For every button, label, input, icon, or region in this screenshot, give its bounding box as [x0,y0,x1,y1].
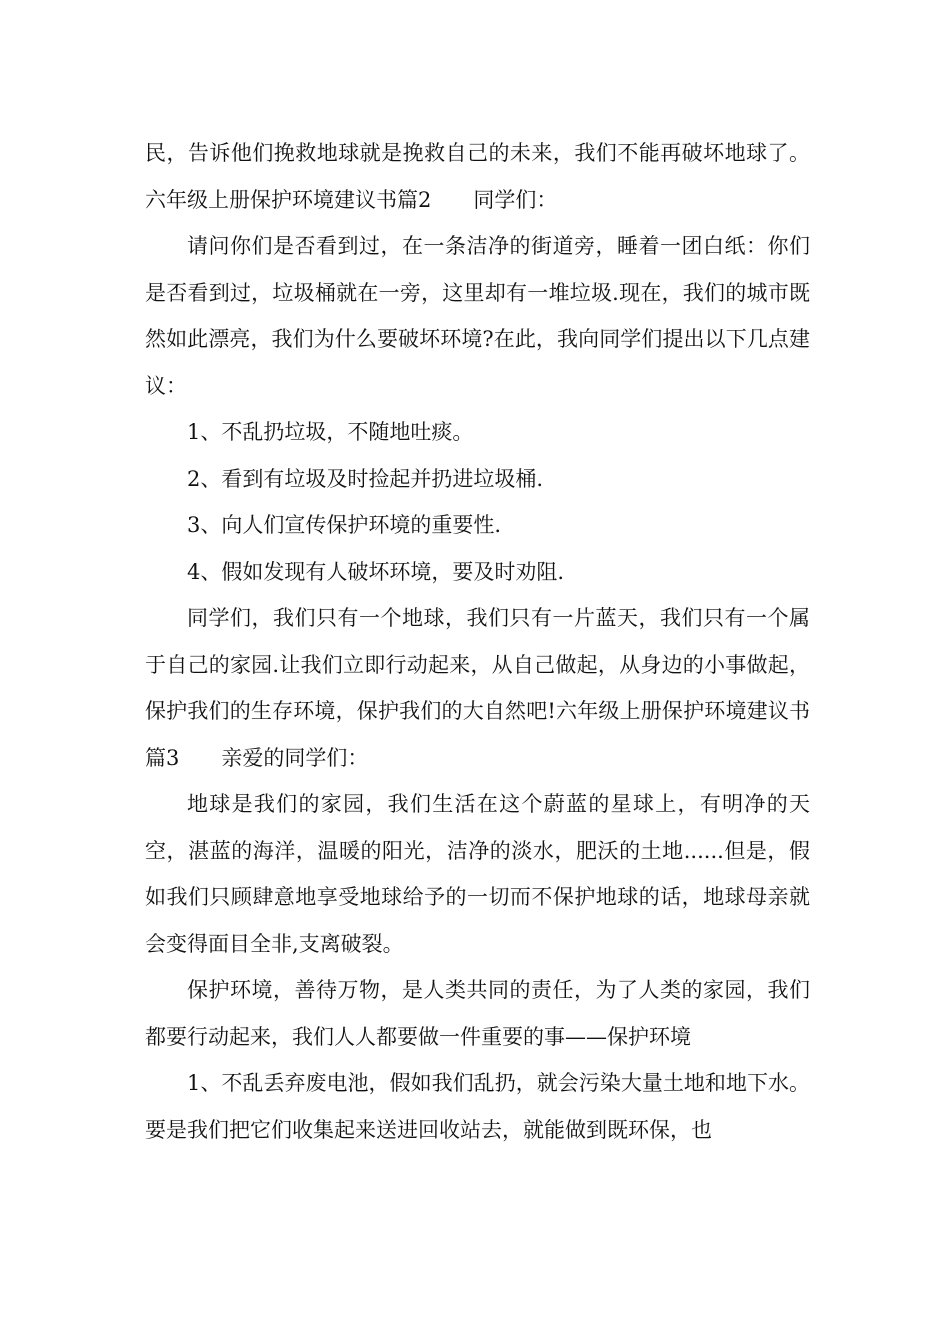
list-item-4: 4、假如发现有人破坏环境，要及时劝阻. [187,559,565,584]
list-item-1: 1、不乱扔垃圾，不随地吐痰。 [187,420,474,444]
list-item-5: 1、不乱丢弃废电池，假如我们乱扔，就会污染大量土地和地下水。要是我们把它们收集起来送进回收站去，就能做到既环保，也 [145,1071,810,1142]
document-body [145,130,810,1153]
paragraph-5: 保护环境，善待万物，是人类共同的责任，为了人类的家园，我们都要行动起来，我们人人都要做一件重要的事——保护环境 [145,978,810,1049]
paragraph-3: 同学们，我们只有一个地球，我们只有一片蓝天，我们只有一个属于自己的家园.让我们立即行动起来，从自己做起，从身边的小事做起，保护我们的生存环境，保护我们的大自然吧!六年级上册保护环境建议书篇3 亲爱的同学们： [145,606,810,770]
paragraph-4: 地球是我们的家园，我们生活在这个蔚蓝的星球上，有明净的天空，湛蓝的海洋，温暖的阳光，洁净的淡水，肥沃的土地......但是，假如我们只顾肆意地享受地球给予的一切而不保护地球的话，地球母亲就会变得面目全非,支离破裂。 [145,792,810,956]
paragraph-2: 请问你们是否看到过，在一条洁净的街道旁，睡着一团白纸：你们是否看到过，垃圾桶就在一旁，这里却有一堆垃圾.现在，我们的城市既然如此漂亮，我们为什么要破坏环境?在此，我向同学们提出以下几点建议： [145,234,810,398]
paragraph-1: 民，告诉他们挽救地球就是挽救自己的未来，我们不能再破坏地球了。六年级上册保护环境建议书篇2 同学们： [145,141,810,212]
list-item-2: 2、看到有垃圾及时捡起并扔进垃圾桶. [187,466,544,491]
list-item-3: 3、向人们宣传保护环境的重要性. [187,513,502,537]
